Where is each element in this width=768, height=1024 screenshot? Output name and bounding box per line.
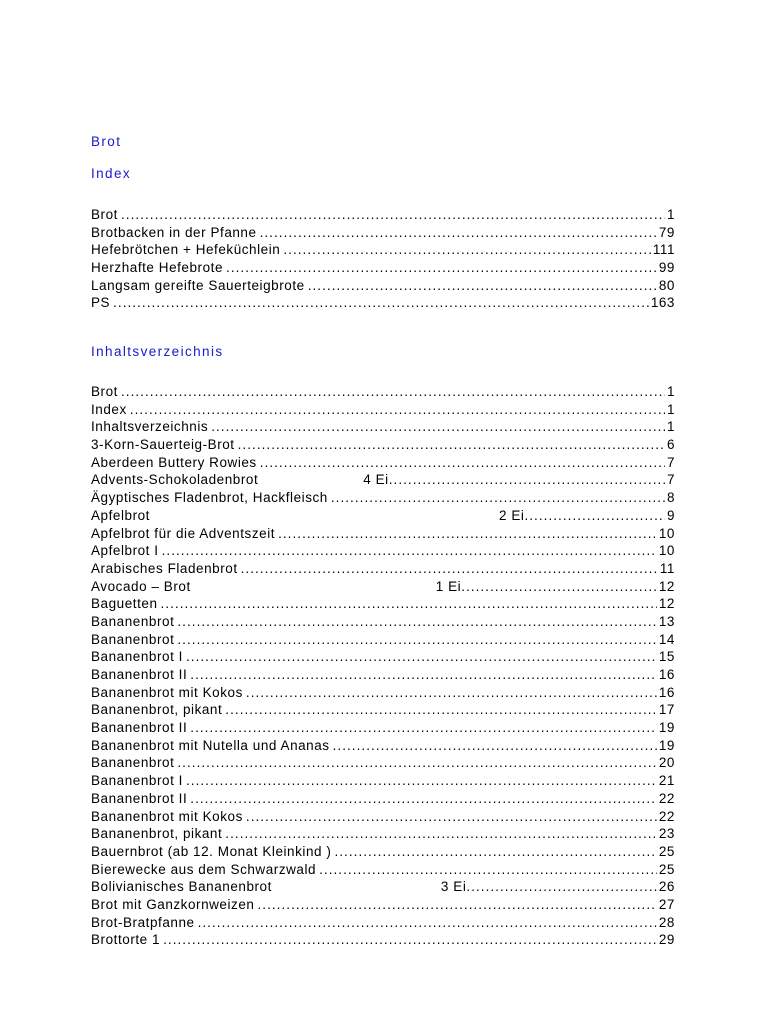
toc-entry-title: Herzhafte Hefebrote [91, 260, 224, 276]
toc-entry[interactable] [91, 224, 675, 242]
toc-entry-page-number: 80 [658, 277, 675, 293]
toc-dot-leader [161, 595, 657, 613]
contents-heading: Inhaltsverzeichnis [91, 344, 224, 359]
toc-entry[interactable] [91, 401, 675, 419]
toc-entry[interactable] [91, 542, 675, 560]
toc-dot-leader [246, 684, 657, 702]
toc-entry-page-number: 22 [658, 790, 675, 806]
toc-entry[interactable] [91, 454, 675, 472]
toc-dot-leader [121, 206, 665, 224]
toc-entry-title: Apfelbrot für die Adventszeit [91, 525, 276, 541]
toc-dot-leader [162, 542, 657, 560]
toc-dot-leader [241, 560, 658, 578]
toc-dot-leader [190, 666, 657, 684]
toc-entry-title: Brot-Bratpfanne [91, 914, 195, 930]
toc-entry-page-number: 6 [666, 437, 675, 453]
toc-entry-page-number: 27 [658, 896, 675, 912]
toc-entry[interactable] [91, 613, 675, 631]
toc-entry-page-number: 15 [658, 649, 675, 665]
toc-dot-leader [334, 843, 656, 861]
toc-dot-leader [113, 294, 649, 312]
toc-dot-leader [121, 383, 665, 401]
toc-dot-leader [278, 525, 657, 543]
toc-entry[interactable] [91, 896, 675, 914]
toc-entry[interactable] [91, 861, 675, 879]
toc-entry-page-number: 1 [666, 401, 675, 417]
toc-entry-title: Bananenbrot, pikant [91, 702, 223, 718]
toc-entry-title: Brot mit Ganzkornweizen [91, 896, 255, 912]
toc-entry-egg-note: 4 Ei [363, 472, 389, 488]
toc-entry[interactable] [91, 808, 675, 826]
toc-entry-page-number: 163 [650, 295, 675, 311]
toc-entry-page-number: 1 [666, 419, 675, 435]
toc-entry-page-number: 11 [659, 560, 675, 576]
toc-dot-leader [283, 241, 650, 259]
toc-dot-leader [524, 507, 664, 525]
toc-entry[interactable] [91, 701, 675, 719]
toc-entry[interactable] [91, 843, 675, 861]
document-title: Brot [91, 134, 122, 149]
toc-dot-leader [333, 737, 657, 755]
toc-entry-page-number: 1 [666, 207, 675, 222]
toc-entry-page-number: 17 [658, 702, 675, 718]
toc-entry-title: Ägyptisches Fladenbrot, Hackfleisch [91, 490, 328, 506]
toc-entry-title: Langsam gereifte Sauerteigbrote [91, 277, 305, 293]
toc-entry[interactable] [91, 772, 675, 790]
toc-entry[interactable] [91, 471, 675, 489]
toc-entry-title: Bauernbrot (ab 12. Monat Kleinkind ) [91, 843, 332, 859]
toc-entry[interactable] [91, 754, 675, 772]
toc-entry-page-number: 16 [658, 667, 675, 682]
toc-entry-title: Brottorte 1 [91, 932, 161, 948]
toc-entry-page-number: 28 [658, 914, 675, 930]
toc-entry-page-number: 9 [666, 507, 675, 523]
toc-entry-title: PS [91, 295, 111, 311]
toc-dot-leader [389, 471, 665, 489]
toc-dot-leader [257, 896, 656, 914]
toc-entry-title: Bananenbrot mit Kokos [91, 684, 243, 700]
toc-entry[interactable] [91, 648, 675, 666]
toc-dot-leader [260, 454, 665, 472]
toc-entry-page-number: 23 [658, 826, 675, 842]
toc-entry-page-number: 20 [658, 755, 675, 771]
toc-entry-title: Advents-Schokoladenbrot [91, 472, 259, 488]
toc-entry-page-number: 1 [666, 384, 675, 399]
toc-dot-leader [238, 436, 665, 454]
toc-entry-page-number: 7 [666, 454, 675, 470]
toc-dot-leader [331, 489, 665, 507]
toc-entry[interactable] [91, 931, 675, 949]
toc-entry[interactable] [91, 595, 675, 613]
toc-entry-title: Avocado – Brot [91, 578, 191, 594]
toc-entry-page-number: 16 [658, 684, 675, 700]
toc-entry-title: Index [91, 401, 127, 417]
toc-entry-page-number: 19 [658, 737, 675, 753]
toc-entry-title: Bananenbrot II [91, 720, 188, 736]
toc-dot-leader [225, 825, 657, 843]
toc-entry[interactable] [91, 507, 675, 525]
toc-entry[interactable] [91, 560, 675, 578]
toc-entry[interactable] [91, 719, 675, 737]
toc-entry[interactable] [91, 684, 675, 702]
toc-entry-egg-note: 2 Ei [498, 507, 525, 523]
toc-entry-title: Baguetten [91, 596, 158, 612]
toc-entry-page-number: 21 [658, 773, 675, 789]
toc-entry[interactable] [91, 489, 675, 507]
toc-entry-egg-note: 1 Ei [435, 578, 462, 594]
toc-entry-title: Bananenbrot mit Kokos [91, 808, 243, 824]
toc-entry-title: Brot [91, 384, 118, 399]
toc-entry-page-number: 79 [658, 224, 675, 240]
toc-dot-leader [461, 578, 657, 596]
toc-entry[interactable] [91, 878, 675, 896]
toc-entry-title: Inhaltsverzeichnis [91, 419, 209, 435]
toc-entry-title: Bananenbrot [91, 755, 175, 771]
toc-entry-title: Brotbacken in der Pfanne [91, 224, 257, 240]
toc-dot-leader [260, 224, 657, 242]
toc-entry-title: Hefebrötchen + Hefeküchlein [91, 242, 281, 258]
toc-entry[interactable] [91, 914, 675, 932]
toc-entry-page-number: 7 [666, 472, 675, 488]
toc-entry[interactable] [91, 241, 675, 259]
toc-dot-leader [190, 719, 657, 737]
toc-entry-title: Bananenbrot II [91, 790, 188, 806]
toc-entry-page-number: 19 [658, 720, 675, 736]
toc-entry-page-number: 29 [658, 932, 675, 948]
index-heading: Index [91, 166, 132, 181]
toc-entry[interactable] [91, 418, 675, 436]
toc-dot-leader [198, 914, 657, 932]
toc-entry-title: Bananenbrot II [91, 667, 188, 682]
toc-dot-leader [466, 878, 656, 896]
toc-dot-leader [177, 631, 657, 649]
toc-entry[interactable] [91, 737, 675, 755]
toc-dot-leader [246, 808, 657, 826]
toc-entry-page-number: 12 [658, 578, 675, 594]
toc-entry-page-number: 22 [658, 808, 675, 824]
toc-entry-page-number: 25 [658, 843, 675, 859]
toc-entry-title: 3-Korn-Sauerteig-Brot [91, 437, 235, 453]
toc-entry-page-number: 10 [658, 525, 675, 541]
toc-dot-leader [130, 401, 665, 419]
toc-entry[interactable] [91, 790, 675, 808]
toc-dot-leader [225, 701, 657, 719]
toc-entry-page-number: 25 [658, 861, 675, 877]
toc-entry-title: Apfelbrot I [91, 543, 159, 559]
toc-entry-title: Bananenbrot [91, 613, 175, 629]
toc-entry-page-number: 12 [658, 596, 675, 612]
toc-entry-title: Arabisches Fladenbrot [91, 560, 238, 576]
toc-dot-leader [190, 790, 657, 808]
toc-entry-title: Apfelbrot [91, 507, 150, 523]
toc-entry-page-number: 26 [658, 879, 675, 895]
toc-dot-leader [163, 931, 657, 949]
toc-entry-title: Aberdeen Buttery Rowies [91, 454, 257, 470]
toc-dot-leader [319, 861, 657, 879]
toc-entry[interactable] [91, 294, 675, 312]
toc-entry-egg-note: 3 Ei [440, 879, 467, 895]
toc-entry[interactable] [91, 436, 675, 454]
toc-dot-leader [308, 277, 657, 295]
toc-entry-title: Bananenbrot I [91, 773, 183, 789]
toc-entry[interactable] [91, 666, 675, 684]
toc-entry[interactable] [91, 259, 675, 277]
toc-entry-title: Bananenbrot, pikant [91, 826, 223, 842]
toc-entry-title: Brot [91, 207, 118, 222]
toc-dot-leader [177, 754, 657, 772]
toc-entry-page-number: 8 [666, 490, 675, 506]
toc-entry-page-number: 13 [658, 613, 675, 629]
toc-entry-page-number: 10 [658, 543, 675, 559]
toc-dot-leader [211, 418, 665, 436]
contents-list [91, 383, 675, 949]
toc-entry-page-number: 14 [658, 631, 675, 647]
toc-entry[interactable] [91, 206, 675, 224]
toc-entry[interactable] [91, 277, 675, 295]
toc-entry[interactable] [91, 525, 675, 543]
toc-entry[interactable] [91, 825, 675, 843]
toc-dot-leader [226, 259, 657, 277]
toc-entry-title: Bananenbrot mit Nutella und Ananas [91, 737, 330, 753]
toc-entry-page-number: 99 [658, 260, 675, 276]
toc-entry[interactable] [91, 578, 675, 596]
toc-entry[interactable] [91, 383, 675, 401]
toc-entry-title: Bolivianisches Bananenbrot [91, 879, 272, 895]
toc-dot-leader [177, 613, 657, 631]
index-list [91, 206, 675, 312]
toc-entry-page-number: 111 [652, 242, 675, 258]
toc-entry-title: Bierewecke aus dem Schwarzwald [91, 861, 317, 877]
toc-dot-leader [186, 648, 657, 666]
toc-entry-title: Bananenbrot [91, 631, 175, 647]
toc-dot-leader [186, 772, 657, 790]
toc-entry-title: Bananenbrot I [91, 649, 183, 665]
toc-entry[interactable] [91, 631, 675, 649]
